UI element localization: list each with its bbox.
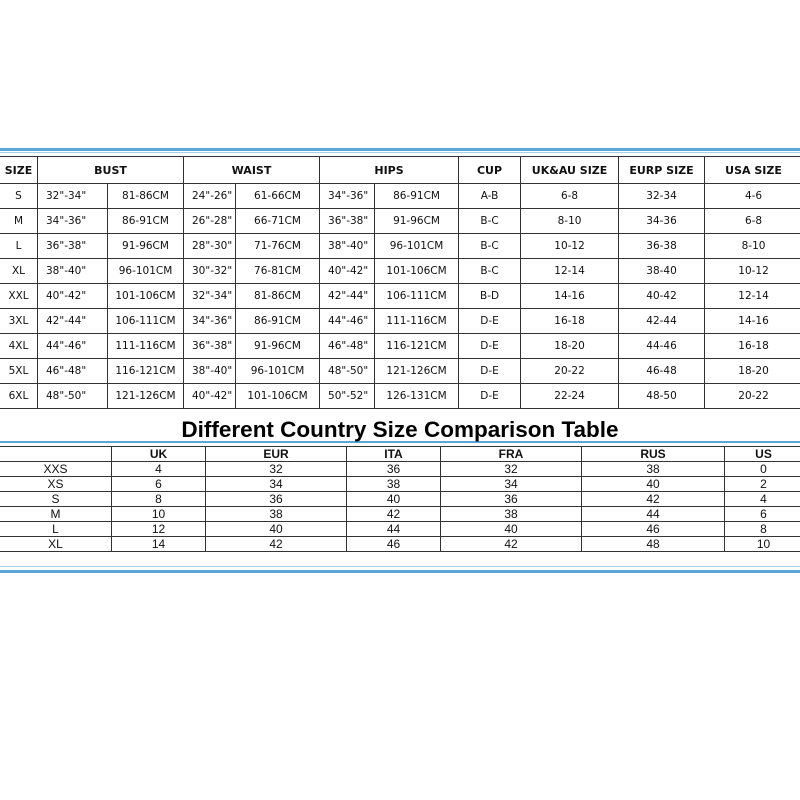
comparison-cell: 12 [112, 522, 206, 537]
size-chart-cell: 18-20 [705, 359, 800, 384]
comparison-cell: 4 [112, 462, 206, 477]
size-chart-cell: 8-10 [521, 209, 619, 234]
size-chart-row [0, 259, 800, 284]
size-chart-cell: 26"-28" [184, 209, 236, 234]
size-chart-cell: B-D [459, 284, 521, 309]
size-chart-cell: 40"-42" [184, 384, 236, 409]
comparison-cell: 44 [347, 522, 441, 537]
size-chart-cell: 101-106CM [108, 284, 184, 309]
size-chart-cell: 48-50 [619, 384, 705, 409]
size-chart-cell: D-E [459, 309, 521, 334]
size-chart-cell: 38"-40" [184, 359, 236, 384]
size-chart-cell: 38"-40" [320, 234, 375, 259]
country-comparison-table [0, 446, 800, 552]
size-chart-cell: 8-10 [705, 234, 800, 259]
comparison-cell: 8 [725, 522, 800, 537]
size-chart-cell: 34"-36" [38, 209, 108, 234]
header-waist: WAIST [184, 157, 320, 184]
comparison-row [0, 462, 800, 477]
comparison-header-ita: ITA [347, 447, 441, 462]
size-chart-cell: 91-96CM [236, 334, 320, 359]
comparison-row [0, 537, 800, 552]
header-eurp-size: EURP SIZE [619, 157, 705, 184]
size-chart-row [0, 334, 800, 359]
comparison-size-label: S [0, 492, 112, 507]
size-chart-cell: 96-101CM [236, 359, 320, 384]
comparison-cell: 40 [582, 477, 725, 492]
comparison-cell: 40 [347, 492, 441, 507]
comparison-size-label: L [0, 522, 112, 537]
bottom-accent-bar [0, 570, 800, 573]
size-chart-cell: 12-14 [521, 259, 619, 284]
size-chart-cell: 121-126CM [375, 359, 459, 384]
size-chart-cell: 36"-38" [38, 234, 108, 259]
size-chart-cell: D-E [459, 384, 521, 409]
comparison-cell: 38 [347, 477, 441, 492]
comparison-cell: 44 [582, 507, 725, 522]
size-chart-cell: 18-20 [521, 334, 619, 359]
size-chart-cell: 91-96CM [375, 209, 459, 234]
size-chart-cell: 44"-46" [38, 334, 108, 359]
size-chart-row [0, 184, 800, 209]
size-chart-cell: D-E [459, 334, 521, 359]
comparison-cell: 8 [112, 492, 206, 507]
comparison-size-label: XXS [0, 462, 112, 477]
size-chart-cell: A-B [459, 184, 521, 209]
comparison-cell: 32 [441, 462, 582, 477]
comparison-header-rus: RUS [582, 447, 725, 462]
top-accent-bar [0, 148, 800, 151]
size-chart-cell: 42"-44" [320, 284, 375, 309]
size-chart-row [0, 284, 800, 309]
size-chart-cell: 116-121CM [375, 334, 459, 359]
comparison-header-eur: EUR [206, 447, 347, 462]
size-chart-cell: 22-24 [521, 384, 619, 409]
comparison-cell: 34 [441, 477, 582, 492]
comparison-cell: 36 [347, 462, 441, 477]
size-chart-cell: 10-12 [705, 259, 800, 284]
comparison-cell: 4 [725, 492, 800, 507]
size-chart-cell: 28"-30" [184, 234, 236, 259]
size-chart-cell: B-C [459, 234, 521, 259]
size-chart-row [0, 209, 800, 234]
size-chart-cell: XL [0, 259, 38, 284]
header-hips: HIPS [320, 157, 459, 184]
size-chart-cell: 36-38 [619, 234, 705, 259]
size-chart-cell: 46-48 [619, 359, 705, 384]
size-chart-cell: 16-18 [521, 309, 619, 334]
comparison-row [0, 492, 800, 507]
size-chart-cell: 6-8 [521, 184, 619, 209]
comparison-cell: 14 [112, 537, 206, 552]
comparison-header-blank [0, 447, 112, 462]
comparison-cell: 42 [582, 492, 725, 507]
size-chart-cell: 48"-50" [38, 384, 108, 409]
size-chart-cell: 81-86CM [236, 284, 320, 309]
comparison-cell: 40 [441, 522, 582, 537]
size-chart-cell: 38"-40" [38, 259, 108, 284]
size-chart-cell: 34-36 [619, 209, 705, 234]
size-chart-cell: 3XL [0, 309, 38, 334]
comparison-header-us: US [725, 447, 800, 462]
size-chart-cell: L [0, 234, 38, 259]
comparison-cell: 38 [441, 507, 582, 522]
comparison-cell: 36 [441, 492, 582, 507]
size-chart-cell: 81-86CM [108, 184, 184, 209]
size-chart-cell: 96-101CM [375, 234, 459, 259]
comparison-header-fra: FRA [441, 447, 582, 462]
comparison-row [0, 477, 800, 492]
size-chart-cell: 20-22 [521, 359, 619, 384]
size-chart-cell: 36"-38" [320, 209, 375, 234]
size-chart-cell: 50"-52" [320, 384, 375, 409]
size-chart-cell: 40-42 [619, 284, 705, 309]
header-bust: BUST [38, 157, 184, 184]
size-chart-cell: 66-71CM [236, 209, 320, 234]
size-chart-cell: B-C [459, 209, 521, 234]
size-chart-cell: 106-111CM [375, 284, 459, 309]
size-chart-cell: 46"-48" [38, 359, 108, 384]
comparison-cell: 42 [206, 537, 347, 552]
comparison-cell: 6 [725, 507, 800, 522]
comparison-cell: 42 [441, 537, 582, 552]
size-chart-cell: 5XL [0, 359, 38, 384]
size-chart-cell: 42-44 [619, 309, 705, 334]
size-chart-cell: 16-18 [705, 334, 800, 359]
size-chart-cell: 14-16 [521, 284, 619, 309]
size-chart-cell: 12-14 [705, 284, 800, 309]
comparison-cell: 10 [725, 537, 800, 552]
size-chart-cell: 111-116CM [375, 309, 459, 334]
comparison-cell: 0 [725, 462, 800, 477]
size-chart-cell: 48"-50" [320, 359, 375, 384]
header-cup: CUP [459, 157, 521, 184]
size-chart-cell: 44"-46" [320, 309, 375, 334]
comparison-header-uk: UK [112, 447, 206, 462]
size-chart-cell: 40"-42" [320, 259, 375, 284]
size-chart-cell: D-E [459, 359, 521, 384]
comparison-row [0, 507, 800, 522]
comparison-size-label: XL [0, 537, 112, 552]
size-chart-table [0, 156, 800, 409]
header-usa-size: USA SIZE [705, 157, 800, 184]
size-chart-cell: 10-12 [521, 234, 619, 259]
size-chart-cell: 121-126CM [108, 384, 184, 409]
size-chart-cell: 6-8 [705, 209, 800, 234]
size-chart-cell: 126-131CM [375, 384, 459, 409]
comparison-cell: 38 [582, 462, 725, 477]
size-chart-cell: 4-6 [705, 184, 800, 209]
size-chart-cell: 32"-34" [184, 284, 236, 309]
size-chart-cell: 4XL [0, 334, 38, 359]
comparison-cell: 38 [206, 507, 347, 522]
comparison-cell: 46 [582, 522, 725, 537]
size-chart-cell: 86-91CM [375, 184, 459, 209]
comparison-cell: 2 [725, 477, 800, 492]
comparison-size-label: M [0, 507, 112, 522]
comparison-header-row [0, 447, 800, 462]
size-chart-cell: 20-22 [705, 384, 800, 409]
size-chart-cell: 24"-26" [184, 184, 236, 209]
comparison-cell: 42 [347, 507, 441, 522]
size-chart-cell: 46"-48" [320, 334, 375, 359]
header-ukau-size: UK&AU SIZE [521, 157, 619, 184]
size-chart-cell: M [0, 209, 38, 234]
comparison-cell: 40 [206, 522, 347, 537]
size-chart-cell: 38-40 [619, 259, 705, 284]
comparison-cell: 10 [112, 507, 206, 522]
size-chart-cell: 6XL [0, 384, 38, 409]
size-chart-cell: 111-116CM [108, 334, 184, 359]
comparison-row [0, 522, 800, 537]
comparison-cell: 6 [112, 477, 206, 492]
size-chart-cell: 86-91CM [108, 209, 184, 234]
comparison-cell: 36 [206, 492, 347, 507]
size-chart-cell: 42"-44" [38, 309, 108, 334]
size-chart-cell: 96-101CM [108, 259, 184, 284]
comparison-body [0, 462, 800, 552]
size-chart-cell: 71-76CM [236, 234, 320, 259]
top-accent-line [0, 152, 800, 153]
size-chart-cell: 30"-32" [184, 259, 236, 284]
size-chart-cell: 40"-42" [38, 284, 108, 309]
size-chart-cell: 34"-36" [320, 184, 375, 209]
size-chart-cell: 76-81CM [236, 259, 320, 284]
header-size: SIZE [0, 157, 38, 184]
size-chart-cell: 116-121CM [108, 359, 184, 384]
size-chart-cell: 32-34 [619, 184, 705, 209]
size-chart-header-row [0, 157, 800, 184]
comparison-cell: 34 [206, 477, 347, 492]
size-chart-body [0, 184, 800, 409]
size-chart-cell: 101-106CM [375, 259, 459, 284]
size-chart-cell: 34"-36" [184, 309, 236, 334]
size-chart-cell: 61-66CM [236, 184, 320, 209]
size-chart-cell: 14-16 [705, 309, 800, 334]
comparison-cell: 46 [347, 537, 441, 552]
size-chart-cell: B-C [459, 259, 521, 284]
size-chart-row [0, 359, 800, 384]
comparison-cell: 32 [206, 462, 347, 477]
size-chart-cell: 91-96CM [108, 234, 184, 259]
comparison-cell: 48 [582, 537, 725, 552]
size-chart-row [0, 309, 800, 334]
size-chart-cell: 44-46 [619, 334, 705, 359]
size-chart-cell: 101-106CM [236, 384, 320, 409]
size-chart-cell: 106-111CM [108, 309, 184, 334]
comparison-title: Different Country Size Comparison Table [181, 417, 619, 442]
size-chart-cell: XXL [0, 284, 38, 309]
bottom-accent-line [0, 566, 800, 567]
size-chart-row [0, 384, 800, 409]
size-chart-cell: S [0, 184, 38, 209]
size-chart-cell: 36"-38" [184, 334, 236, 359]
size-chart-row [0, 234, 800, 259]
size-chart-cell: 32"-34" [38, 184, 108, 209]
comparison-size-label: XS [0, 477, 112, 492]
size-chart-cell: 86-91CM [236, 309, 320, 334]
